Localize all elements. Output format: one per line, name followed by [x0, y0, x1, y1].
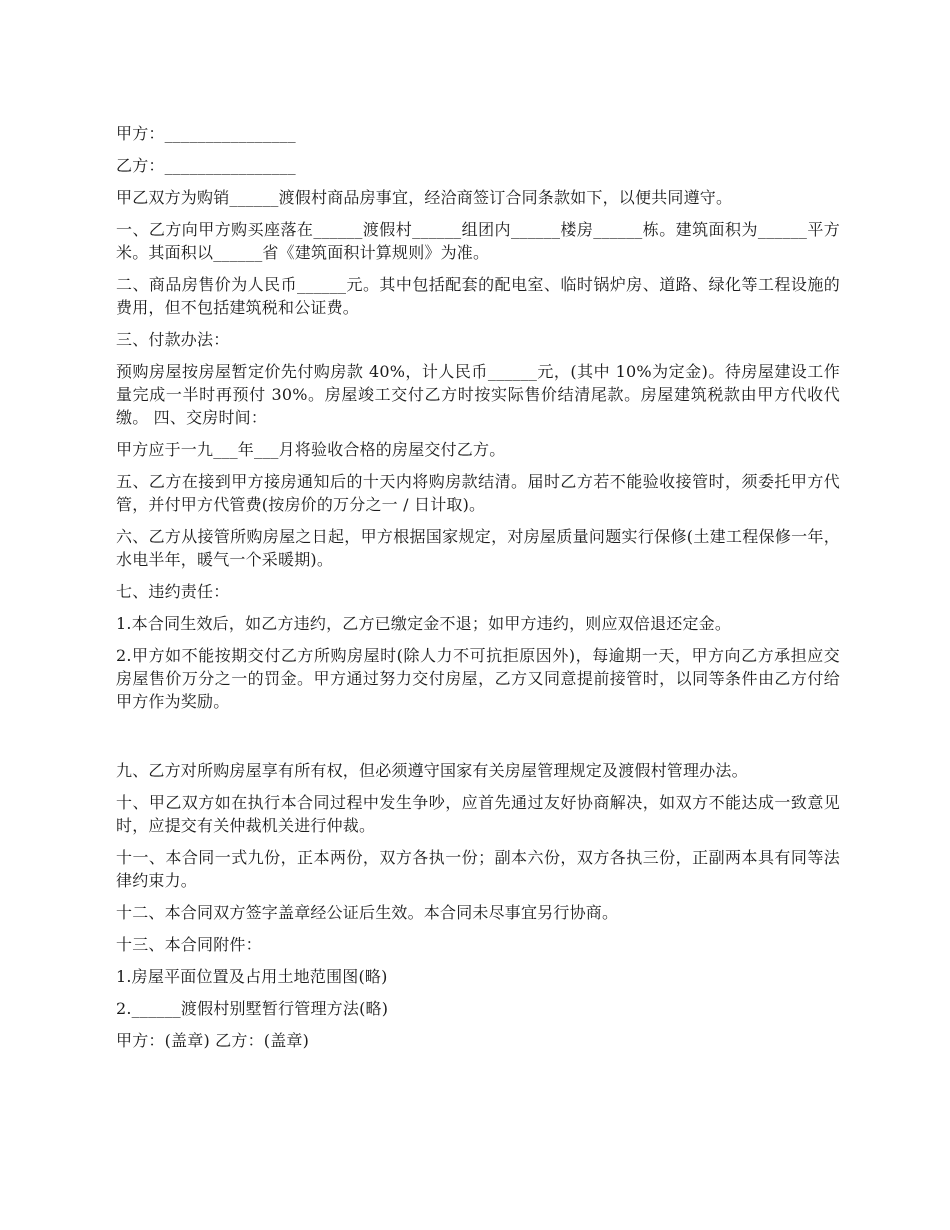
clause-12-paragraph: 十二、本合同双方签字盖章经公证后生效。本合同未尽事宜另行协商。	[116, 903, 619, 922]
payment-paragraph: 预购房屋按房屋暂定价先付购房款 40%，计人民币______元，(其中 10%为定金)。待房屋建设工作量完成一半时再预付 30%。房屋竣工交付乙方时按实际售价结清尾款。房屋建筑税款由甲方代收代缴。 四、交房时间：	[116, 362, 840, 427]
delivery-date-paragraph: 甲方应于一九___年___月将验收合格的房屋交付乙方。	[116, 440, 506, 459]
liability-item-2: 2.甲方如不能按期交付乙方所购房屋时(除人力不可抗拒原因外)，每逾期一天，甲方向乙方承担应交房屋售价万分之一的罚金。甲方通过努力交付房屋，乙方又同意提前接管时，以同等条件由乙方付给甲方作为奖励。	[116, 646, 840, 711]
liability-item-1: 1.本合同生效后，如乙方违约，乙方已缴定金不退；如甲方违约，则应双倍退还定金。	[116, 614, 732, 633]
attachment-item-1: 1.房屋平面位置及占用土地范围图(略)	[116, 967, 388, 986]
clause-11-paragraph: 十一、本合同一式九份，正本两份，双方各执一份；副本六份，双方各执三份，正副两本具有同等法律约束力。	[116, 848, 840, 890]
clause-1-paragraph: 一、乙方向甲方购买座落在______渡假村______组团内______楼房______栋。建筑面积为______平方米。其面积以______省《建筑面积计算规则》为准。	[116, 220, 840, 262]
clause-9-paragraph: 九、乙方对所购房屋享有所有权，但必须遵守国家有关房屋管理规定及渡假村管理办法。	[116, 761, 748, 780]
party-b-line: 乙方：________________	[116, 156, 296, 175]
clause-13-heading: 十三、本合同附件：	[116, 935, 262, 954]
clause-2-paragraph: 二、商品房售价为人民币______元。其中包括配套的配电室、临时锅炉房、道路、绿化等工程设施的费用，但不包括建筑税和公证费。	[116, 275, 840, 317]
clause-6-paragraph: 六、乙方从接管所购房屋之日起，甲方根据国家规定，对房屋质量问题实行保修(土建工程保修一年，水电半年，暖气一个采暖期)。	[116, 527, 840, 569]
preamble-paragraph: 甲乙双方为购销______渡假村商品房事宜，经洽商签订合同条款如下，以便共同遵守。	[116, 188, 733, 207]
clause-3-heading: 三、付款办法：	[116, 330, 230, 349]
clause-10-paragraph: 十、甲乙双方如在执行本合同过程中发生争吵，应首先通过友好协商解决，如双方不能达成一致意见时，应提交有关仲裁机关进行仲裁。	[116, 793, 840, 835]
attachment-item-2: 2.______渡假村别墅暂行管理方法(略)	[116, 999, 389, 1018]
blank-gap	[116, 722, 840, 759]
contract-document	[116, 122, 840, 1061]
clause-5-paragraph: 五、乙方在接到甲方接房通知后的十天内将购房款结清。届时乙方若不能验收接管时，须委托甲方代管，并付甲方代管费(按房价的万分之一 / 日计取)。	[116, 472, 840, 514]
signature-line: 甲方：(盖章) 乙方：(盖章)	[116, 1031, 310, 1050]
party-a-line: 甲方：________________	[116, 124, 296, 143]
clause-7-heading: 七、违约责任：	[116, 582, 230, 601]
